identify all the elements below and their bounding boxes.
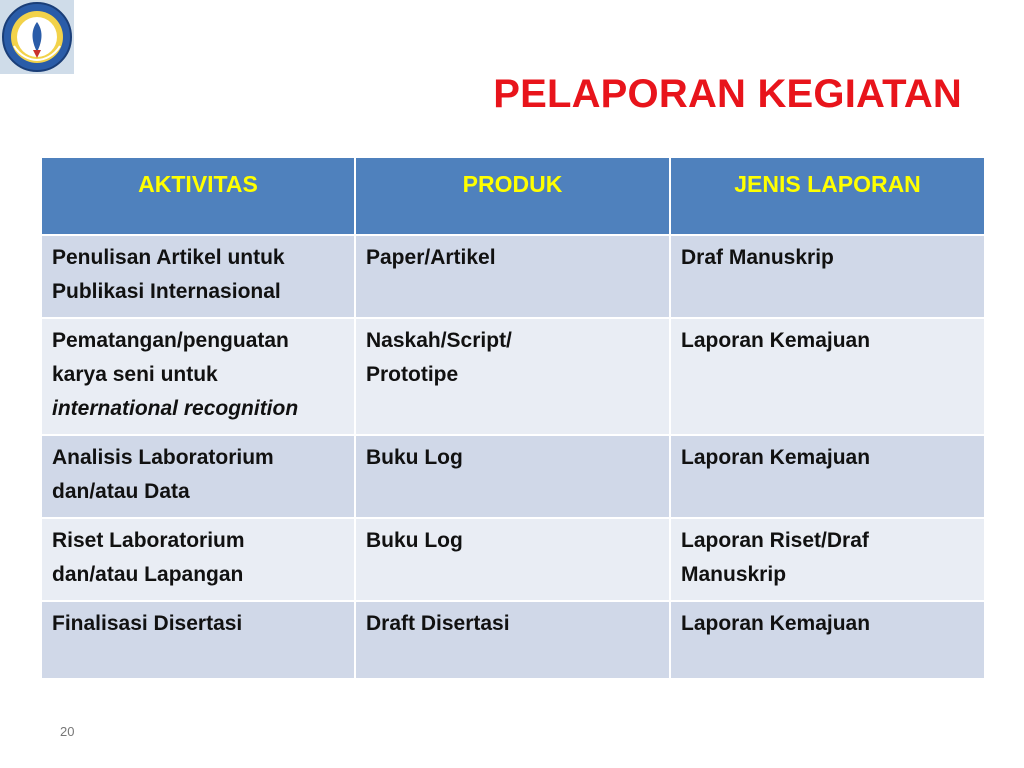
cell-aktivitas: Analisis Laboratorium dan/atau Data: [41, 435, 355, 518]
cell-laporan: Draf Manuskrip: [670, 235, 985, 318]
table-row: [41, 435, 985, 518]
cell-laporan: Laporan Riset/Draf Manuskrip: [670, 518, 985, 601]
cell-laporan: Laporan Kemajuan: [670, 318, 985, 435]
cell-laporan: Laporan Kemajuan: [670, 601, 985, 679]
table-header-row: [41, 157, 985, 235]
cell-laporan: Laporan Kemajuan: [670, 435, 985, 518]
cell-produk: Buku Log: [355, 435, 670, 518]
table-row: [41, 518, 985, 601]
cell-produk: Naskah/Script/ Prototipe: [355, 318, 670, 435]
slide-title: PELAPORAN KEGIATAN: [493, 72, 962, 116]
cell-aktivitas: Pematangan/penguatan karya seni untuk international recognition: [41, 318, 355, 435]
page-number: 20: [60, 724, 75, 739]
header-produk: PRODUK: [355, 157, 670, 235]
table-row: [41, 601, 985, 679]
table-row: [41, 318, 985, 435]
cell-produk: Paper/Artikel: [355, 235, 670, 318]
cell-aktivitas: Penulisan Artikel untuk Publikasi Internasional: [41, 235, 355, 318]
cell-produk: Buku Log: [355, 518, 670, 601]
report-table: [40, 156, 986, 680]
table-row: [41, 235, 985, 318]
cell-aktivitas: Finalisasi Disertasi: [41, 601, 355, 679]
ministry-emblem-icon: [0, 0, 74, 74]
cell-produk: Draft Disertasi: [355, 601, 670, 679]
header-jenis-laporan: JENIS LAPORAN: [670, 157, 985, 235]
header-aktivitas: AKTIVITAS: [41, 157, 355, 235]
cell-aktivitas: Riset Laboratorium dan/atau Lapangan: [41, 518, 355, 601]
